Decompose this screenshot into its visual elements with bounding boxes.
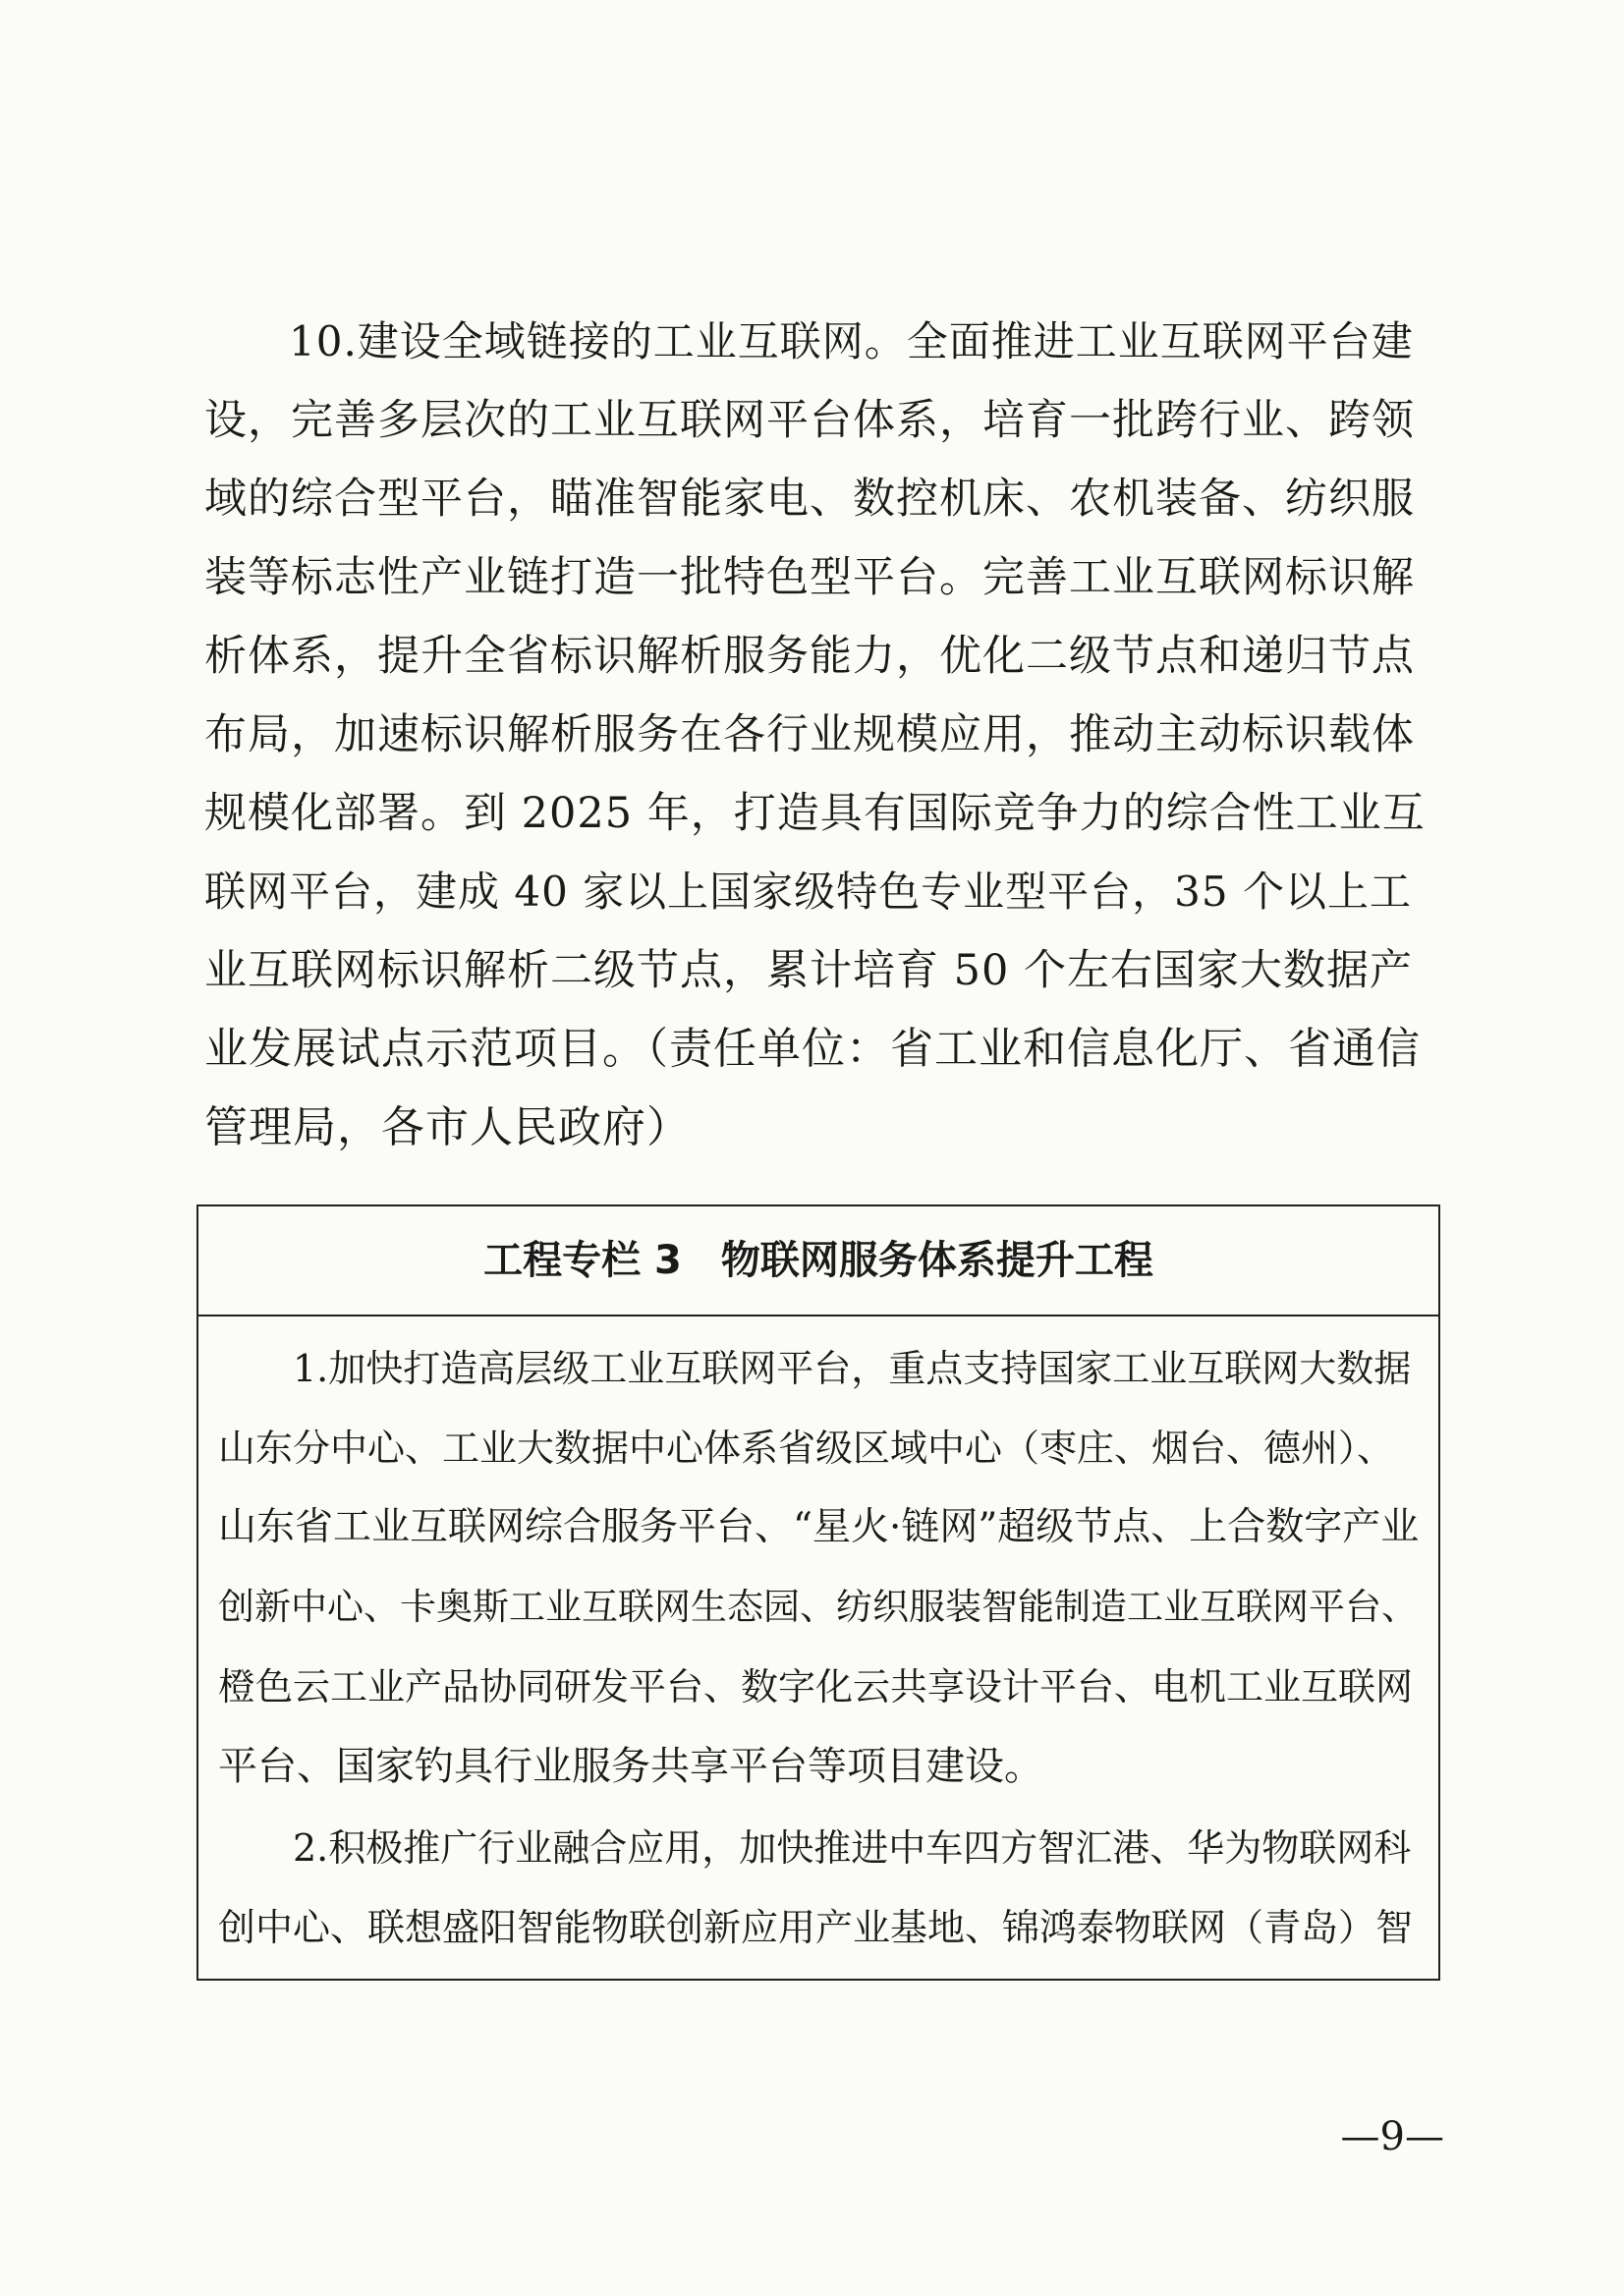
paragraph-line: 联网平台，建成 40 家以上国家级特色专业型平台，35 个以上工 xyxy=(204,868,1412,916)
page-number: —9— xyxy=(1340,2114,1444,2159)
box-title: 工程专栏 3 物联网服务体系提升工程 xyxy=(483,1238,1153,1283)
box-line: 创新中心、卡奥斯工业互联网生态园、纺织服装智能制造工业互联网平台、 xyxy=(218,1586,1418,1628)
box-line: 创中心、联想盛阳智能物联创新应用产业基地、锦鸿泰物联网（青岛）智 xyxy=(218,1906,1414,1949)
paragraph-line: 管理局，各市人民政府） xyxy=(204,1102,691,1152)
project-column-box xyxy=(196,1204,1440,1981)
box-header xyxy=(198,1206,1438,1316)
box-line: 1.加快打造高层级工业互联网平台，重点支持国家工业互联网大数据 xyxy=(218,1347,1412,1390)
box-line: 2.积极推广行业融合应用，加快推进中车四方智汇港、华为物联网科 xyxy=(218,1826,1412,1870)
box-line: 山东分中心、工业大数据中心体系省级区域中心（枣庄、烟台、德州）、 xyxy=(218,1427,1395,1470)
paragraph-line: 业发展试点示范项目。（责任单位：省工业和信息化厅、省通信 xyxy=(204,1024,1421,1074)
paragraph-line: 规模化部署。到 2025 年，打造具有国际竞争力的综合性工业互 xyxy=(204,789,1426,838)
paragraph-line: 域的综合型平台，瞄准智能家电、数控机床、农机装备、纺织服 xyxy=(204,475,1415,524)
box-line: 山东省工业互联网综合服务平台、“星火·链网”超级节点、上合数字产业 xyxy=(218,1505,1420,1549)
paragraph-line: 布局，加速标识解析服务在各行业规模应用，推动主动标识载体 xyxy=(204,710,1415,759)
paragraph-line: 10.建设全域链接的工业互联网。全面推进工业互联网平台建 xyxy=(204,317,1414,365)
paragraph-line: 业互联网标识解析二级节点，累计培育 50 个左右国家大数据产 xyxy=(204,946,1414,995)
box-line: 橙色云工业产品协同研发平台、数字化云共享设计平台、电机工业互联网 xyxy=(218,1665,1414,1708)
box-line: 平台、国家钓具行业服务共享平台等项目建设。 xyxy=(218,1744,1043,1789)
paragraph-line: 析体系，提升全省标识解析服务能力，优化二级节点和递归节点 xyxy=(204,632,1415,681)
paragraph-line: 设，完善多层次的工业互联网平台体系，培育一批跨行业、跨领 xyxy=(204,396,1415,445)
paragraph-line: 装等标志性产业链打造一批特色型平台。完善工业互联网标识解 xyxy=(204,553,1415,602)
